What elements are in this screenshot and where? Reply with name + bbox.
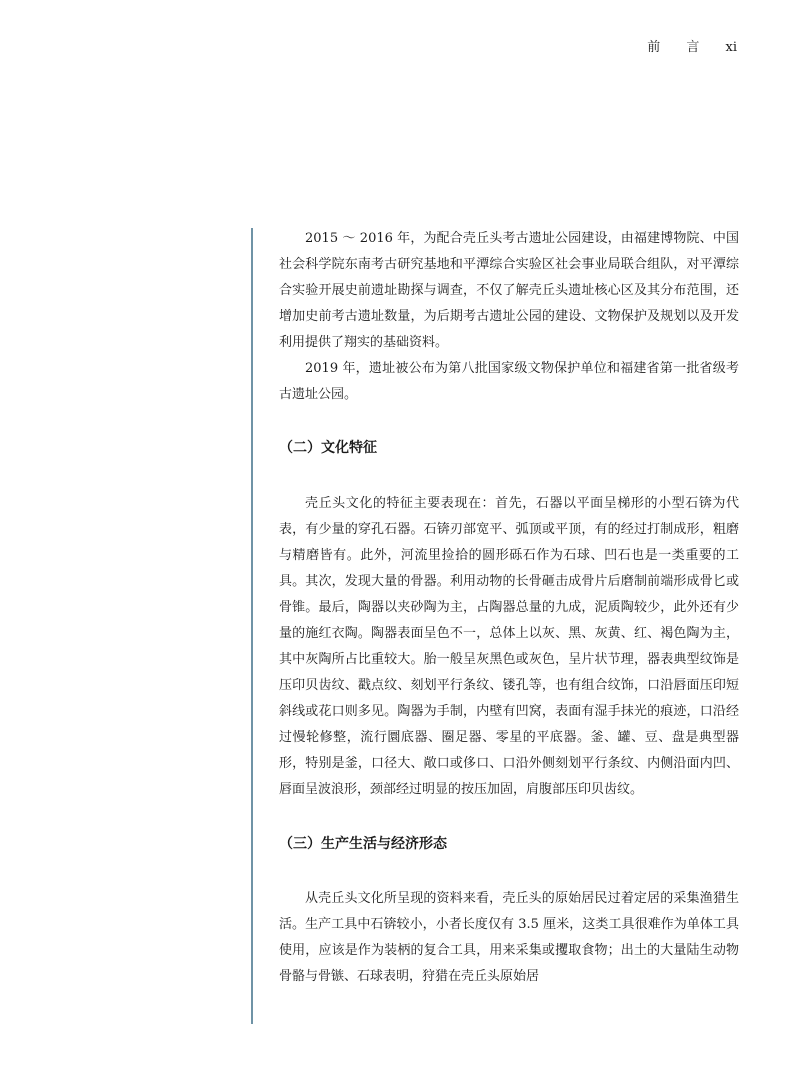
margin-rule	[251, 228, 253, 1024]
header-char-2: 言	[686, 40, 700, 55]
section-heading-culture: （二）文化特征	[279, 440, 377, 456]
paragraph-3: 壳丘头文化的特征主要表现在：首先，石器以平面呈梯形的小型石锛为代表，有少量的穿孔石器。石锛刃部宽平、弧顶或平顶，有的经过打制成形，粗磨与精磨皆有。此外，河流里捡拾的圆形砾石作为石球、凹石也是一类重要的工具。其次，发现大量的骨器。利用动物的长骨砸击成骨片后磨制前端形成骨匕或骨锥。最后，陶器以夹砂陶为主，占陶器总量的九成，泥质陶较少，此外还有少量的施红衣陶。陶器表面呈色不一，总体上以灰、黑、灰黄、红、褐色陶为主，其中灰陶所占比重较大。胎一般呈灰黑色或灰色，呈片状节理，器表典型纹饰是压印贝齿纹、戳点纹、刻划平行条纹、镂孔等，也有组合纹饰，口沿唇面压印短斜线或花口则多见。陶器为手制，内壁有凹窝，表面有湿手抹光的痕迹，口沿经过慢轮修整，流行圜底器、圈足器、零星的平底器。釜、罐、豆、盘是典型器形，特别是釜，口径大、敞口或侈口、口沿外侧刻划平行条纹、内侧沿面内凹、唇面呈波浪形，颈部经过明显的按压加固，肩腹部压印贝齿纹。	[279, 496, 739, 797]
section-heading-economy: （三）生产生活与经济形态	[279, 836, 447, 852]
page-number: xi	[725, 40, 737, 55]
paragraph-1: 2015 ～ 2016 年，为配合壳丘头考古遗址公园建设，由福建博物院、中国社会科学院东南考古研究基地和平潭综合实验区社会事业局联合组队，对平潭综合实验开展史前遗址勘探与调查，不仅了解壳丘头遗址核心区及其分布范围，还增加史前考古遗址数量，为后期考古遗址公园的建设、文物保护及规划以及开发利用提供了翔实的基础资料。	[279, 231, 739, 350]
running-header	[625, 36, 737, 55]
body-text	[279, 226, 739, 990]
header-char-1: 前	[647, 40, 661, 55]
paragraph-4: 从壳丘头文化所呈现的资料来看，壳丘头的原始居民过着定居的采集渔猎生活。生产工具中石锛较小，小者长度仅有 3.5 厘米，这类工具很难作为单体工具使用，应该是作为装柄的复合工具，用来采集或攫取食物；出土的大量陆生动物骨骼与骨镞、石球表明，狩猎在壳丘头原始居	[279, 891, 739, 984]
paragraph-2: 2019 年，遗址被公布为第八批国家级文物保护单位和福建省第一批省级考古遗址公园。	[279, 361, 739, 402]
